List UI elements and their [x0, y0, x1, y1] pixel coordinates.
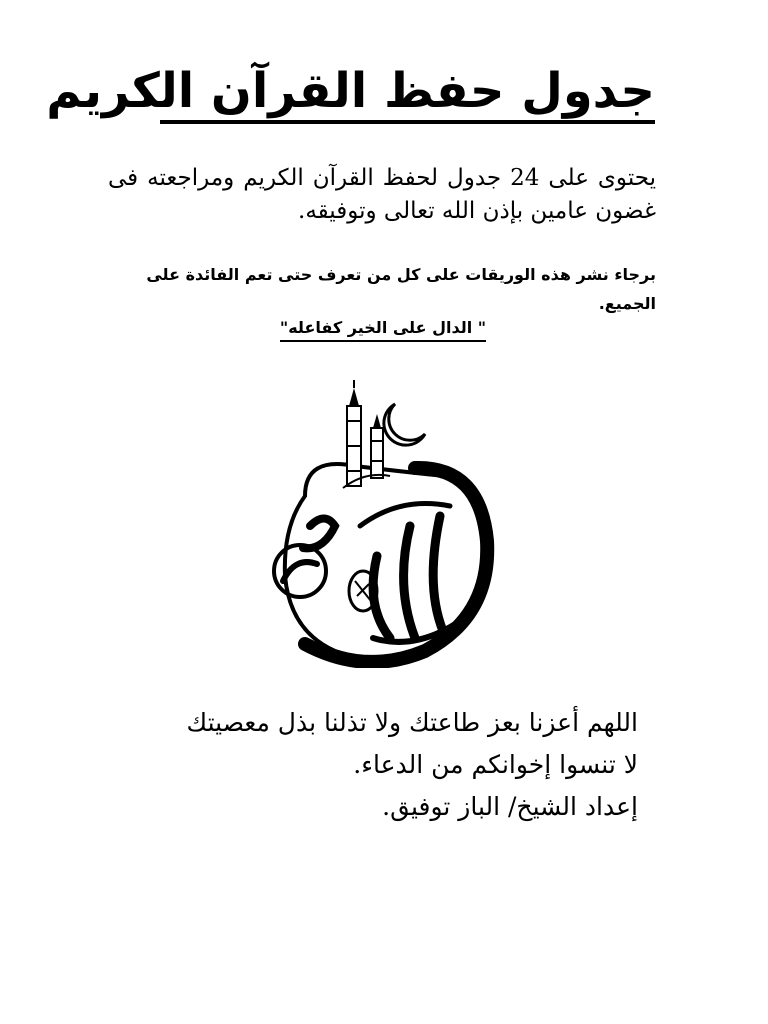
- hadith-quote: " الدال على الخير كفاعله": [280, 318, 486, 342]
- dua-block: [108, 702, 638, 828]
- allah-calligraphy-mosque-emblem-icon: [265, 376, 495, 668]
- hadith-quote-container: [268, 318, 498, 342]
- share-request-paragraph: برجاء نشر هذه الوريقات على كل من تعرف حتى تعم الفائدة على الجميع.: [146, 265, 656, 313]
- dua-line: اللهم أعزنا بعز طاعتك ولا تذلنا بذل معصيتك: [186, 708, 638, 737]
- intro-paragraph: يحتوى على 24 جدول لحفظ القرآن الكريم ومراجعته فى غضون عامين بإذن الله تعالى وتوفيقه.: [108, 165, 657, 224]
- dua-line: لا تنسوا إخوانكم من الدعاء.: [353, 750, 638, 779]
- page-title: جدول حفظ القرآن الكريم: [46, 63, 655, 119]
- title-underline: [160, 120, 655, 124]
- author-line: إعداد الشيخ/ الباز توفيق.: [382, 792, 638, 821]
